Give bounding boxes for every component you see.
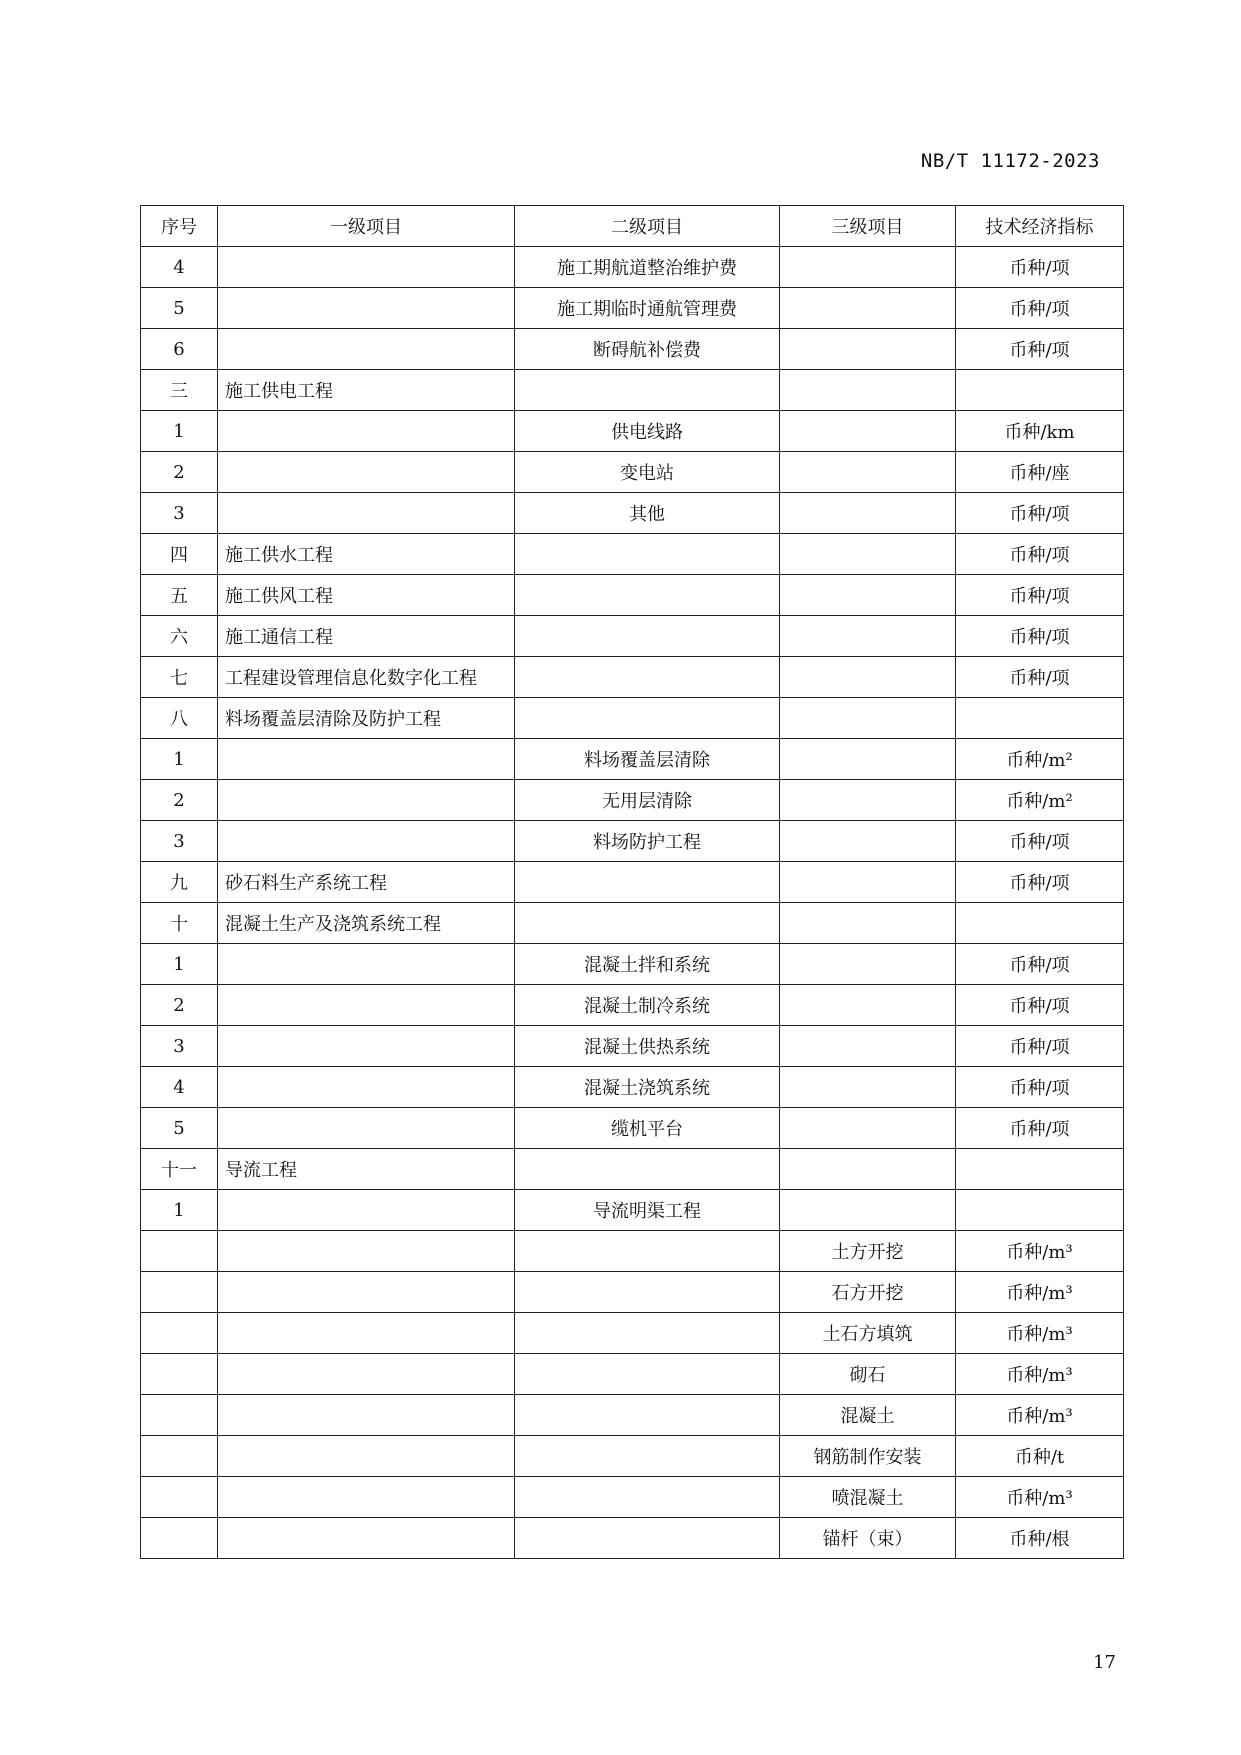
cell-level1 [218,329,515,370]
table-row [141,247,1124,288]
cell-level1 [218,821,515,862]
cell-seq: 2 [141,985,218,1026]
page-number: 17 [1093,1652,1116,1673]
cell-index: 币种/m³ [956,1231,1124,1272]
cell-level3 [780,821,956,862]
table-row [141,1149,1124,1190]
cell-index: 币种/座 [956,452,1124,493]
cell-seq: 4 [141,1067,218,1108]
header-level1: 一级项目 [218,206,515,247]
cell-seq: 4 [141,247,218,288]
table-row [141,493,1124,534]
cell-index [956,698,1124,739]
cell-seq: 1 [141,1190,218,1231]
cell-level1 [218,1231,515,1272]
cell-level3: 砌石 [780,1354,956,1395]
cell-level2: 导流明渠工程 [515,1190,780,1231]
cell-seq [141,1477,218,1518]
cell-level3 [780,1108,956,1149]
cell-level3 [780,575,956,616]
cell-index [956,370,1124,411]
table-row [141,616,1124,657]
cell-seq: 5 [141,1108,218,1149]
cell-level3 [780,698,956,739]
cell-seq [141,1395,218,1436]
cell-level2 [515,1354,780,1395]
cell-level2: 缆机平台 [515,1108,780,1149]
table-row [141,1231,1124,1272]
cell-level3 [780,370,956,411]
cell-level3: 土石方填筑 [780,1313,956,1354]
cell-level1 [218,985,515,1026]
cell-level2 [515,698,780,739]
cell-index: 币种/项 [956,329,1124,370]
cell-level3 [780,780,956,821]
cell-level2 [515,575,780,616]
cell-level3 [780,1067,956,1108]
header-seq: 序号 [141,206,218,247]
cell-level3 [780,411,956,452]
header-level2: 二级项目 [515,206,780,247]
cell-index: 币种/项 [956,1067,1124,1108]
cell-index [956,1190,1124,1231]
cell-level3 [780,534,956,575]
table-row [141,1067,1124,1108]
cell-level2 [515,370,780,411]
cell-index: 币种/m³ [956,1354,1124,1395]
cell-seq: 六 [141,616,218,657]
cell-index: 币种/项 [956,1108,1124,1149]
cell-level3: 喷混凝土 [780,1477,956,1518]
header-level3: 三级项目 [780,206,956,247]
cell-level2 [515,657,780,698]
cell-level2 [515,1436,780,1477]
cell-level2 [515,534,780,575]
cell-level2: 料场覆盖层清除 [515,739,780,780]
cell-seq: 三 [141,370,218,411]
table-row [141,821,1124,862]
cell-seq: 2 [141,452,218,493]
cell-level2 [515,1518,780,1559]
cell-level2: 混凝土拌和系统 [515,944,780,985]
cell-level2: 混凝土供热系统 [515,1026,780,1067]
cell-index: 币种/项 [956,944,1124,985]
cell-seq: 四 [141,534,218,575]
table-row [141,1395,1124,1436]
cell-level3 [780,657,956,698]
cell-level2 [515,1395,780,1436]
cell-seq: 1 [141,411,218,452]
cell-level1 [218,1272,515,1313]
cell-level1 [218,1190,515,1231]
cell-level3 [780,944,956,985]
cell-level1 [218,739,515,780]
table-row [141,1026,1124,1067]
cell-seq: 5 [141,288,218,329]
cell-level3: 混凝土 [780,1395,956,1436]
cell-index: 币种/项 [956,616,1124,657]
cell-level1: 工程建设管理信息化数字化工程 [218,657,515,698]
table-row [141,1518,1124,1559]
header-index: 技术经济指标 [956,206,1124,247]
cell-index: 币种/m³ [956,1395,1124,1436]
table-row [141,1313,1124,1354]
document-code: NB/T 11172-2023 [920,150,1100,172]
cell-level1 [218,780,515,821]
cell-level1 [218,1354,515,1395]
table-row [141,575,1124,616]
table-row [141,329,1124,370]
cell-level3 [780,985,956,1026]
cell-level1 [218,493,515,534]
cell-level1: 导流工程 [218,1149,515,1190]
table-row [141,534,1124,575]
table-row [141,452,1124,493]
cell-index: 币种/项 [956,534,1124,575]
cell-level3 [780,903,956,944]
cell-level3 [780,1149,956,1190]
cell-index: 币种/项 [956,985,1124,1026]
cell-level1 [218,1067,515,1108]
cell-index: 币种/m² [956,780,1124,821]
cell-index: 币种/项 [956,575,1124,616]
table-row [141,1108,1124,1149]
cell-index: 币种/项 [956,493,1124,534]
cell-level1: 砂石料生产系统工程 [218,862,515,903]
cell-level2 [515,903,780,944]
cell-index: 币种/项 [956,821,1124,862]
cell-index: 币种/项 [956,288,1124,329]
cell-seq [141,1518,218,1559]
cell-level3 [780,1026,956,1067]
cell-seq: 2 [141,780,218,821]
table-row [141,1190,1124,1231]
cell-index: 币种/项 [956,657,1124,698]
cell-level1: 施工供电工程 [218,370,515,411]
cell-seq: 1 [141,944,218,985]
cell-level1 [218,288,515,329]
cell-level1 [218,1518,515,1559]
cell-level1 [218,944,515,985]
cell-seq [141,1313,218,1354]
table-row [141,1477,1124,1518]
cell-seq: 十 [141,903,218,944]
cell-seq: 九 [141,862,218,903]
cell-index: 币种/项 [956,1026,1124,1067]
cell-seq [141,1354,218,1395]
cell-level1 [218,411,515,452]
cell-seq [141,1272,218,1313]
cell-level1: 施工供水工程 [218,534,515,575]
cell-index: 币种/km [956,411,1124,452]
table-row [141,657,1124,698]
cell-index: 币种/m³ [956,1313,1124,1354]
cell-level2: 混凝土制冷系统 [515,985,780,1026]
cell-level1: 料场覆盖层清除及防护工程 [218,698,515,739]
cell-level3 [780,288,956,329]
cell-seq [141,1436,218,1477]
cell-seq: 3 [141,1026,218,1067]
cell-level2: 施工期航道整治维护费 [515,247,780,288]
cell-index: 币种/t [956,1436,1124,1477]
cell-level1 [218,247,515,288]
cell-seq: 3 [141,493,218,534]
cell-index: 币种/m³ [956,1272,1124,1313]
cell-level3 [780,1190,956,1231]
table-row [141,411,1124,452]
cell-level1 [218,1395,515,1436]
cell-level1: 施工供风工程 [218,575,515,616]
table-row [141,288,1124,329]
table-row [141,903,1124,944]
cell-level2: 其他 [515,493,780,534]
cell-level2 [515,616,780,657]
table-row [141,1272,1124,1313]
table-row [141,698,1124,739]
cell-seq: 3 [141,821,218,862]
cell-index [956,903,1124,944]
cell-level2: 混凝土浇筑系统 [515,1067,780,1108]
cell-index: 币种/根 [956,1518,1124,1559]
cell-level2 [515,1231,780,1272]
cell-level2 [515,1313,780,1354]
cell-index: 币种/m² [956,739,1124,780]
cell-level2 [515,1272,780,1313]
cell-level1 [218,452,515,493]
cell-level1 [218,1313,515,1354]
cell-level2 [515,1149,780,1190]
cell-level3 [780,616,956,657]
cell-level3: 钢筋制作安装 [780,1436,956,1477]
cell-seq: 八 [141,698,218,739]
table-row [141,1436,1124,1477]
table-row [141,862,1124,903]
table-row [141,370,1124,411]
cell-seq: 七 [141,657,218,698]
cell-level1: 混凝土生产及浇筑系统工程 [218,903,515,944]
cell-seq: 五 [141,575,218,616]
cell-level3 [780,329,956,370]
cell-level2 [515,862,780,903]
cell-level3 [780,739,956,780]
cell-level2: 料场防护工程 [515,821,780,862]
cell-level1 [218,1026,515,1067]
cell-index [956,1149,1124,1190]
table-row [141,780,1124,821]
cell-level3: 土方开挖 [780,1231,956,1272]
cell-level2: 变电站 [515,452,780,493]
cell-level1 [218,1436,515,1477]
cell-level2: 施工期临时通航管理费 [515,288,780,329]
cell-level3: 石方开挖 [780,1272,956,1313]
cell-level2 [515,1477,780,1518]
cell-seq: 1 [141,739,218,780]
cell-level3 [780,247,956,288]
cell-level1 [218,1477,515,1518]
table-row [141,944,1124,985]
cell-level3 [780,493,956,534]
cell-seq: 十一 [141,1149,218,1190]
table-header-row [141,206,1124,247]
table-row [141,985,1124,1026]
cell-level2: 无用层清除 [515,780,780,821]
cell-seq [141,1231,218,1272]
cell-level2: 断碍航补偿费 [515,329,780,370]
cell-seq: 6 [141,329,218,370]
cell-level3 [780,452,956,493]
cell-level3: 锚杆（束） [780,1518,956,1559]
cell-index: 币种/项 [956,247,1124,288]
technical-economic-index-table [140,205,1124,1559]
cell-level1 [218,1108,515,1149]
cell-level2: 供电线路 [515,411,780,452]
cell-level3 [780,862,956,903]
cell-index: 币种/m³ [956,1477,1124,1518]
table-row [141,739,1124,780]
table-row [141,1354,1124,1395]
cell-level1: 施工通信工程 [218,616,515,657]
cell-index: 币种/项 [956,862,1124,903]
